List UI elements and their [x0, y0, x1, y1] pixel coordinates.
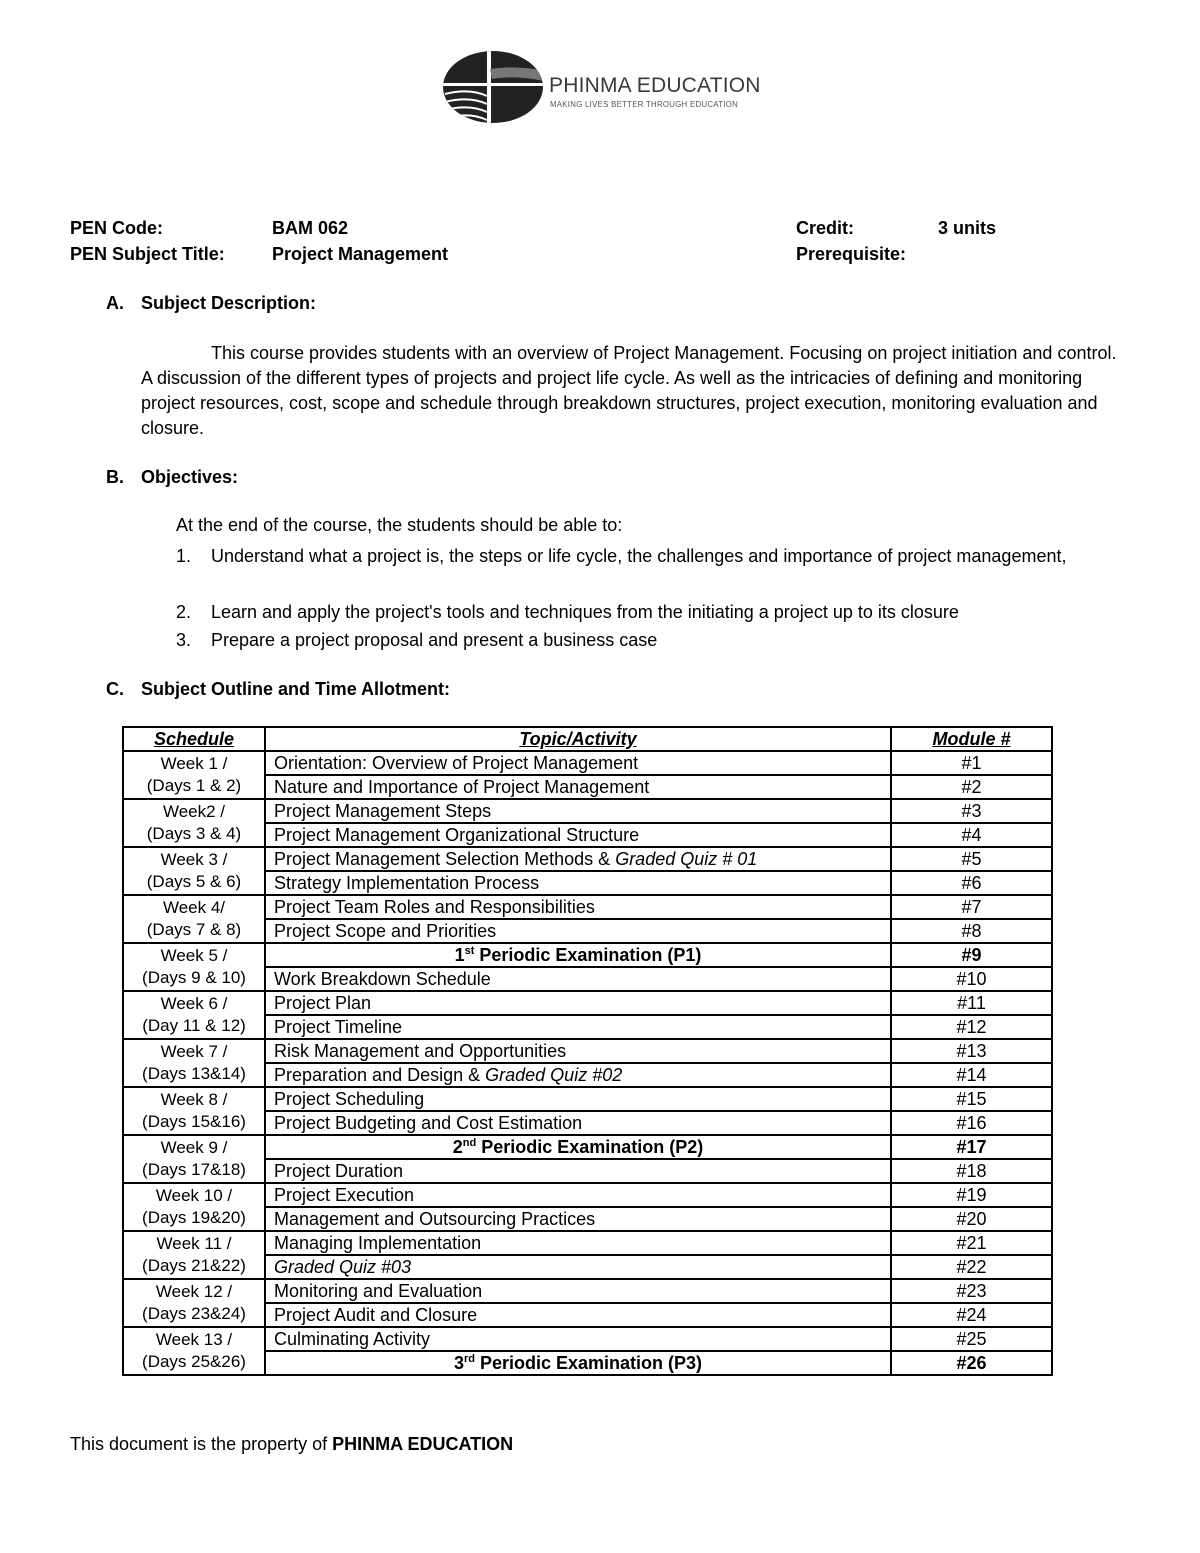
module-cell: #11 — [891, 991, 1052, 1015]
objective-item — [176, 626, 1136, 654]
description-text: This course provides students with an overview of Project Management. Focusing on project initiation and control. A discussion of the different types of projects and project life cycle. As well as the intricacies of defining and monitoring project resources, cost, scope and schedule through breakdown structures, project execution, monitoring evaluation and closure. — [141, 343, 1117, 438]
section-a-heading — [106, 293, 316, 314]
topic-cell — [265, 1063, 891, 1087]
module-cell: #13 — [891, 1039, 1052, 1063]
schedule-cell — [123, 943, 265, 991]
pen-code-label: PEN Code: — [70, 218, 164, 238]
module-cell: #18 — [891, 1159, 1052, 1183]
module-cell: #23 — [891, 1279, 1052, 1303]
module-cell: #24 — [891, 1303, 1052, 1327]
topic-text: Project Execution — [274, 1185, 415, 1205]
topic-text: Project Timeline — [274, 1017, 403, 1037]
module-cell: #19 — [891, 1183, 1052, 1207]
phinma-emblem-icon — [441, 50, 546, 125]
topic-cell — [265, 751, 891, 775]
days-label: (Days 21&22) — [142, 1256, 246, 1275]
property-owner: PHINMA EDUCATION — [332, 1434, 514, 1454]
topic-cell — [265, 1087, 891, 1111]
week-label: Week 13 / — [155, 1330, 233, 1349]
topic-cell — [265, 895, 891, 919]
graded-quiz-text: Graded Quiz # 01 — [615, 849, 758, 869]
days-label: (Days 1 & 2) — [146, 776, 242, 795]
table-row — [123, 1135, 1052, 1159]
objective-text: Prepare a project proposal and present a business case — [211, 630, 658, 650]
schedule-cell — [123, 799, 265, 847]
section-letter: B. — [106, 467, 124, 487]
table-row — [123, 895, 1052, 919]
days-label: (Days 9 & 10) — [142, 968, 246, 987]
topic-cell — [265, 1351, 891, 1375]
topic-cell — [265, 919, 891, 943]
module-cell: #2 — [891, 775, 1052, 799]
outline-body — [123, 751, 1052, 1375]
days-label: (Days 3 & 4) — [146, 824, 242, 843]
schedule-cell — [123, 1327, 265, 1375]
week-label: Week 3 / — [160, 850, 228, 869]
column-header-schedule: Schedule — [123, 727, 265, 751]
week-label: Week 9 / — [160, 1138, 228, 1157]
exam-ordinal: 1 — [454, 945, 465, 965]
objective-item — [176, 542, 1136, 570]
module-cell: #8 — [891, 919, 1052, 943]
schedule-cell — [123, 847, 265, 895]
days-label: (Days 7 & 8) — [146, 920, 242, 939]
credit-value: 3 units — [938, 218, 997, 238]
property-notice — [70, 1434, 513, 1455]
topic-text: Managing Implementation — [274, 1233, 482, 1253]
schedule-cell — [123, 1135, 265, 1183]
table-row — [123, 847, 1052, 871]
objective-number: 1. — [176, 546, 192, 566]
topic-cell — [265, 823, 891, 847]
days-label: (Days 17&18) — [142, 1160, 246, 1179]
phinma-logo — [441, 50, 771, 125]
topic-cell — [265, 1159, 891, 1183]
module-cell: #26 — [891, 1351, 1052, 1375]
topic-text: Project Team Roles and Responsibilities — [274, 897, 595, 917]
module-cell: #1 — [891, 751, 1052, 775]
column-header-module: Module # — [891, 727, 1052, 751]
graded-quiz-text: Graded Quiz #02 — [485, 1065, 623, 1085]
exam-ordinal-suffix: nd — [462, 1137, 477, 1149]
table-header-row — [123, 727, 1052, 751]
outline-table — [122, 726, 1053, 1376]
topic-text: Periodic Examination (P1) — [474, 945, 702, 965]
topic-text: Project Budgeting and Cost Estimation — [274, 1113, 583, 1133]
days-label: (Days 19&20) — [142, 1208, 246, 1227]
schedule-cell — [123, 1279, 265, 1327]
table-row — [123, 1327, 1052, 1351]
topic-text: Periodic Examination (P2) — [476, 1137, 704, 1157]
module-cell: #7 — [891, 895, 1052, 919]
module-cell: #10 — [891, 967, 1052, 991]
property-notice-text: This document is the property of — [70, 1434, 333, 1454]
topic-cell — [265, 967, 891, 991]
section-letter: C. — [106, 679, 124, 699]
section-title: Subject Description: — [141, 293, 317, 313]
week-label: Week 10 / — [155, 1186, 233, 1205]
topic-cell — [265, 943, 891, 967]
topic-cell — [265, 1015, 891, 1039]
module-cell: #14 — [891, 1063, 1052, 1087]
topic-text: Project Management Organizational Structure — [274, 825, 640, 845]
days-label: (Days 5 & 6) — [146, 872, 242, 891]
topic-cell — [265, 1231, 891, 1255]
schedule-cell — [123, 1039, 265, 1087]
graded-quiz-text: Graded Quiz #03 — [274, 1257, 412, 1277]
topic-text: Orientation: Overview of Project Management — [274, 753, 639, 773]
subject-title-label: PEN Subject Title: — [70, 244, 225, 264]
module-cell: #15 — [891, 1087, 1052, 1111]
week-label: Week 12 / — [155, 1282, 233, 1301]
topic-text: Preparation and Design & — [274, 1065, 486, 1085]
topic-text: Project Management Steps — [274, 801, 492, 821]
objectives-intro: At the end of the course, the students should be able to: — [176, 515, 623, 535]
topic-cell — [265, 1039, 891, 1063]
objective-text: Learn and apply the project's tools and techniques from the initiating a project up to its closure — [211, 602, 959, 622]
table-row — [123, 1087, 1052, 1111]
schedule-cell — [123, 751, 265, 799]
topic-text: Project Scope and Priorities — [274, 921, 497, 941]
topic-text: Project Audit and Closure — [274, 1305, 478, 1325]
topic-text: Strategy Implementation Process — [274, 873, 540, 893]
objective-text: Understand what a project is, the steps or life cycle, the challenges and importance of project management, — [211, 546, 1067, 566]
schedule-cell — [123, 1183, 265, 1231]
table-row — [123, 943, 1052, 967]
module-cell: #6 — [891, 871, 1052, 895]
table-row — [123, 799, 1052, 823]
logo-tagline: MAKING LIVES BETTER THROUGH EDUCATION — [550, 100, 738, 109]
week-label: Week 11 / — [156, 1234, 232, 1253]
module-cell: #3 — [891, 799, 1052, 823]
topic-cell — [265, 1111, 891, 1135]
days-label: (Days 23&24) — [142, 1304, 246, 1323]
topic-cell — [265, 847, 891, 871]
week-label: Week 5 / — [160, 946, 228, 965]
topic-text: Nature and Importance of Project Management — [274, 777, 650, 797]
week-label: Week 1 / — [160, 754, 228, 773]
topic-cell — [265, 1303, 891, 1327]
schedule-cell — [123, 1087, 265, 1135]
objective-item — [176, 598, 1166, 626]
days-label: (Days 13&14) — [142, 1064, 246, 1083]
topic-text: Culminating Activity — [274, 1329, 431, 1349]
objective-number: 3. — [176, 630, 192, 650]
week-label: Week 7 / — [160, 1042, 228, 1061]
section-b-heading — [106, 467, 238, 488]
week-label: Week 8 / — [160, 1090, 228, 1109]
module-cell: #17 — [891, 1135, 1052, 1159]
section-c-heading — [106, 679, 450, 700]
topic-text: Project Duration — [274, 1161, 404, 1181]
table-row — [123, 751, 1052, 775]
days-label: (Days 15&16) — [142, 1112, 246, 1131]
table-row — [123, 1039, 1052, 1063]
subject-title-value: Project Management — [272, 244, 449, 264]
column-header-topic: Topic/Activity — [265, 727, 891, 751]
module-cell: #21 — [891, 1231, 1052, 1255]
topic-text: Project Management Selection Methods & — [274, 849, 616, 869]
topic-cell — [265, 1255, 891, 1279]
module-cell: #25 — [891, 1327, 1052, 1351]
topic-cell — [265, 799, 891, 823]
table-row — [123, 1183, 1052, 1207]
pen-code-value: BAM 062 — [272, 218, 349, 238]
topic-text: Management and Outsourcing Practices — [274, 1209, 596, 1229]
section-title: Objectives: — [141, 467, 239, 487]
week-label: Week2 / — [162, 802, 226, 821]
topic-text: Project Plan — [274, 993, 372, 1013]
topic-text: Risk Management and Opportunities — [274, 1041, 567, 1061]
module-cell: #16 — [891, 1111, 1052, 1135]
section-letter: A. — [106, 293, 124, 313]
schedule-cell — [123, 895, 265, 943]
topic-cell — [265, 1135, 891, 1159]
days-label: (Days 25&26) — [142, 1352, 246, 1371]
table-row — [123, 991, 1052, 1015]
topic-text: Periodic Examination (P3) — [474, 1353, 703, 1373]
module-cell: #9 — [891, 943, 1052, 967]
schedule-cell — [123, 1231, 265, 1279]
week-label: Week 4/ — [162, 898, 226, 917]
credit-label: Credit: — [796, 218, 854, 238]
prerequisite-label: Prerequisite: — [796, 244, 907, 264]
module-cell: #5 — [891, 847, 1052, 871]
topic-cell — [265, 775, 891, 799]
topic-cell — [265, 1327, 891, 1351]
topic-cell — [265, 1183, 891, 1207]
table-row — [123, 1279, 1052, 1303]
subject-description — [141, 341, 1131, 441]
objective-number: 2. — [176, 602, 192, 622]
module-cell: #12 — [891, 1015, 1052, 1039]
logo-name: PHINMA EDUCATION — [549, 74, 761, 97]
exam-ordinal-suffix: rd — [463, 1353, 475, 1365]
topic-text: Project Scheduling — [274, 1089, 425, 1109]
topic-cell — [265, 991, 891, 1015]
topic-cell — [265, 1279, 891, 1303]
week-label: Week 6 / — [160, 994, 228, 1013]
section-title: Subject Outline and Time Allotment: — [141, 679, 451, 699]
topic-text: Work Breakdown Schedule — [274, 969, 491, 989]
exam-ordinal-suffix: st — [464, 945, 475, 957]
module-cell: #4 — [891, 823, 1052, 847]
exam-ordinal: 2 — [452, 1137, 463, 1157]
module-cell: #20 — [891, 1207, 1052, 1231]
topic-cell — [265, 1207, 891, 1231]
schedule-cell — [123, 991, 265, 1039]
topic-text: Monitoring and Evaluation — [274, 1281, 483, 1301]
topic-cell — [265, 871, 891, 895]
table-row — [123, 1231, 1052, 1255]
days-label: (Day 11 & 12) — [142, 1016, 246, 1035]
exam-ordinal: 3 — [453, 1353, 464, 1373]
module-cell: #22 — [891, 1255, 1052, 1279]
